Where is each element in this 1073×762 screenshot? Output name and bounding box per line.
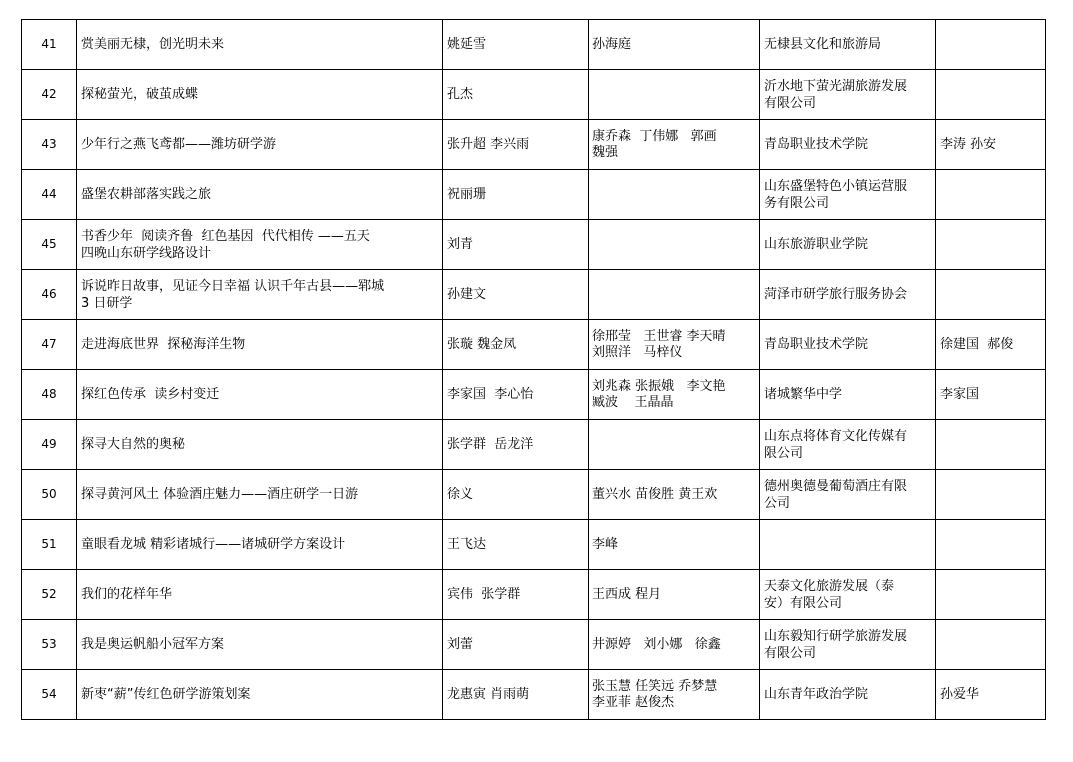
project-title-cell: 探红色传承 读乡村变迁 (77, 370, 443, 420)
organization-cell: 山东毅知行研学旅游发展 有限公司 (760, 620, 936, 670)
table-row (22, 70, 1046, 120)
row-number-cell: 52 (22, 570, 77, 620)
row-number-cell: 49 (22, 420, 77, 470)
advisor-cell (936, 620, 1046, 670)
organization-cell: 德州奥德曼葡萄酒庄有限 公司 (760, 470, 936, 520)
table-row (22, 670, 1046, 720)
table-row (22, 470, 1046, 520)
table-row (22, 170, 1046, 220)
project-title-cell: 少年行之燕飞鸢都——潍坊研学游 (77, 120, 443, 170)
project-title-cell: 走进海底世界 探秘海洋生物 (77, 320, 443, 370)
authors-cell: 孙建文 (443, 270, 589, 320)
advisor-cell: 孙爱华 (936, 670, 1046, 720)
organization-cell: 青岛职业技术学院 (760, 120, 936, 170)
team-members-cell (589, 70, 760, 120)
team-members-cell (589, 220, 760, 270)
table-row (22, 420, 1046, 470)
row-number-cell: 47 (22, 320, 77, 370)
team-members-cell: 刘兆森 张振娥 李文艳 臧波 王晶晶 (589, 370, 760, 420)
organization-cell: 无棣县文化和旅游局 (760, 20, 936, 70)
row-number-cell: 46 (22, 270, 77, 320)
authors-cell: 徐义 (443, 470, 589, 520)
project-title-cell: 我们的花样年华 (77, 570, 443, 620)
team-members-cell: 李峰 (589, 520, 760, 570)
project-title-cell: 诉说昨日故事，见证今日幸福 认识千年古县——郓城 3 日研学 (77, 270, 443, 320)
advisor-cell: 李涛 孙安 (936, 120, 1046, 170)
project-title-cell: 探寻黄河风土 体验酒庄魅力——酒庄研学一日游 (77, 470, 443, 520)
organization-cell: 山东青年政治学院 (760, 670, 936, 720)
row-number-cell: 51 (22, 520, 77, 570)
advisor-cell: 李家国 (936, 370, 1046, 420)
row-number-cell: 54 (22, 670, 77, 720)
authors-cell: 李家国 李心怡 (443, 370, 589, 420)
authors-cell: 姚延雪 (443, 20, 589, 70)
advisor-cell (936, 420, 1046, 470)
table-row (22, 370, 1046, 420)
table-row (22, 520, 1046, 570)
organization-cell: 菏泽市研学旅行服务协会 (760, 270, 936, 320)
team-members-cell (589, 420, 760, 470)
project-title-cell: 书香少年 阅读齐鲁 红色基因 代代相传 ——五天 四晚山东研学线路设计 (77, 220, 443, 270)
advisor-cell (936, 570, 1046, 620)
authors-cell: 刘青 (443, 220, 589, 270)
table-row (22, 320, 1046, 370)
advisor-cell (936, 170, 1046, 220)
authors-cell: 宾伟 张学群 (443, 570, 589, 620)
authors-cell: 张学群 岳龙洋 (443, 420, 589, 470)
organization-cell: 山东盛堡特色小镇运营服 务有限公司 (760, 170, 936, 220)
team-members-cell: 张玉慧 任笑远 乔梦慧 李亚菲 赵俊杰 (589, 670, 760, 720)
project-title-cell: 赏美丽无棣，创光明未来 (77, 20, 443, 70)
row-number-cell: 50 (22, 470, 77, 520)
organization-cell: 沂水地下萤光湖旅游发展 有限公司 (760, 70, 936, 120)
advisor-cell (936, 520, 1046, 570)
team-members-cell (589, 170, 760, 220)
row-number-cell: 44 (22, 170, 77, 220)
row-number-cell: 43 (22, 120, 77, 170)
team-members-cell: 康乔森 丁伟娜 郭画 魏强 (589, 120, 760, 170)
row-number-cell: 42 (22, 70, 77, 120)
results-table (21, 19, 1046, 720)
team-members-cell: 王西成 程月 (589, 570, 760, 620)
advisor-cell (936, 470, 1046, 520)
table-row (22, 220, 1046, 270)
organization-cell: 诸城繁华中学 (760, 370, 936, 420)
authors-cell: 祝丽珊 (443, 170, 589, 220)
advisor-cell: 徐建国 郝俊 (936, 320, 1046, 370)
project-title-cell: 新枣“薪”传红色研学游策划案 (77, 670, 443, 720)
organization-cell: 天泰文化旅游发展（泰 安）有限公司 (760, 570, 936, 620)
advisor-cell (936, 70, 1046, 120)
team-members-cell: 井源婷 刘小娜 徐鑫 (589, 620, 760, 670)
organization-cell (760, 520, 936, 570)
project-title-cell: 探寻大自然的奥秘 (77, 420, 443, 470)
organization-cell: 青岛职业技术学院 (760, 320, 936, 370)
team-members-cell: 董兴水 苗俊胜 黄王欢 (589, 470, 760, 520)
organization-cell: 山东旅游职业学院 (760, 220, 936, 270)
project-title-cell: 我是奥运帆船小冠军方案 (77, 620, 443, 670)
project-title-cell: 童眼看龙城 精彩诸城行——诸城研学方案设计 (77, 520, 443, 570)
table-row (22, 570, 1046, 620)
authors-cell: 龙惠寅 肖雨萌 (443, 670, 589, 720)
table-body (22, 20, 1046, 720)
team-members-cell: 徐邢莹 王世睿 李天晴 刘照洋 马梓仪 (589, 320, 760, 370)
authors-cell: 王飞达 (443, 520, 589, 570)
table-row (22, 120, 1046, 170)
table-row (22, 620, 1046, 670)
advisor-cell (936, 270, 1046, 320)
project-title-cell: 盛堡农耕部落实践之旅 (77, 170, 443, 220)
advisor-cell (936, 20, 1046, 70)
advisor-cell (936, 220, 1046, 270)
row-number-cell: 53 (22, 620, 77, 670)
row-number-cell: 48 (22, 370, 77, 420)
organization-cell: 山东点将体育文化传媒有 限公司 (760, 420, 936, 470)
authors-cell: 张升超 李兴雨 (443, 120, 589, 170)
authors-cell: 张璇 魏金凤 (443, 320, 589, 370)
table-row (22, 270, 1046, 320)
authors-cell: 孔杰 (443, 70, 589, 120)
team-members-cell: 孙海庭 (589, 20, 760, 70)
team-members-cell (589, 270, 760, 320)
table-row (22, 20, 1046, 70)
project-title-cell: 探秘萤光，破茧成蝶 (77, 70, 443, 120)
row-number-cell: 45 (22, 220, 77, 270)
row-number-cell: 41 (22, 20, 77, 70)
authors-cell: 刘蕾 (443, 620, 589, 670)
